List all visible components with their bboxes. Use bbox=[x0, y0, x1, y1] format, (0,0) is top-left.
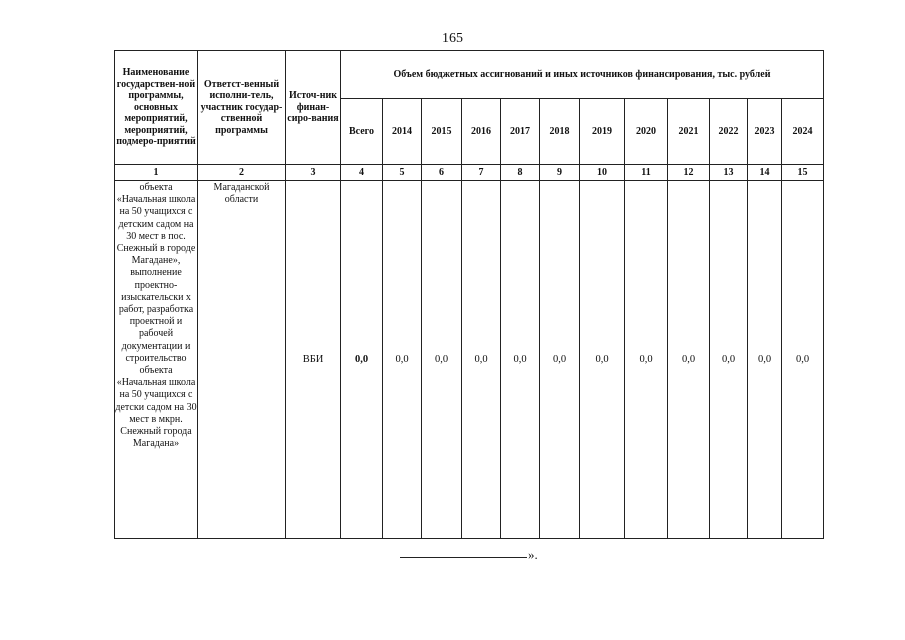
signature-line bbox=[400, 557, 527, 558]
header-year: 2024 bbox=[782, 99, 824, 165]
column-number: 8 bbox=[501, 165, 540, 181]
year-value-cell: 0,0 bbox=[625, 181, 668, 539]
page-number: 165 bbox=[442, 31, 463, 46]
year-value-cell: 0,0 bbox=[782, 181, 824, 539]
program-name-cell: объекта «Начальная школа на 50 учащихся с детским садом на 30 мест в пос. Снежный в городе Магадане», выполнение проектно-изыскательски х работ, разработка проектной и рабочей документации и строительство объекта «Начальная школа на 50 учащихся с детски садом на 30 мест в мкрн. Снежный города Магадана» bbox=[115, 181, 198, 539]
column-number: 10 bbox=[580, 165, 625, 181]
header-year: 2019 bbox=[580, 99, 625, 165]
column-number: 2 bbox=[198, 165, 286, 181]
year-value-cell: 0,0 bbox=[710, 181, 748, 539]
column-number: 15 bbox=[782, 165, 824, 181]
header-responsible: Ответст-венный исполни-тель, участник государ-ственной программы bbox=[198, 51, 286, 165]
budget-table bbox=[114, 50, 824, 539]
year-value-cell: 0,0 bbox=[462, 181, 501, 539]
column-number: 12 bbox=[668, 165, 710, 181]
header-program: Наименование государствен-ной программы, основных мероприятий, мероприятий, подмеро-приятий bbox=[115, 51, 198, 165]
column-number: 1 bbox=[115, 165, 198, 181]
total-cell: 0,0 bbox=[341, 181, 383, 539]
year-value-cell: 0,0 bbox=[668, 181, 710, 539]
header-budget-group: Объем бюджетных ассигнований и иных источников финансирования, тыс. рублей bbox=[341, 51, 824, 99]
header-total: Всего bbox=[341, 99, 383, 165]
header-year: 2015 bbox=[422, 99, 462, 165]
column-number: 3 bbox=[286, 165, 341, 181]
column-number: 7 bbox=[462, 165, 501, 181]
funding-source-cell: ВБИ bbox=[286, 181, 341, 539]
header-year: 2020 bbox=[625, 99, 668, 165]
column-number: 6 bbox=[422, 165, 462, 181]
header-year: 2017 bbox=[501, 99, 540, 165]
header-year: 2014 bbox=[383, 99, 422, 165]
column-number: 11 bbox=[625, 165, 668, 181]
responsible-cell: Магаданской области bbox=[198, 181, 286, 539]
header-year: 2016 bbox=[462, 99, 501, 165]
column-number: 5 bbox=[383, 165, 422, 181]
column-number: 9 bbox=[540, 165, 580, 181]
column-number: 4 bbox=[341, 165, 383, 181]
column-number: 14 bbox=[748, 165, 782, 181]
year-value-cell: 0,0 bbox=[501, 181, 540, 539]
year-value-cell: 0,0 bbox=[540, 181, 580, 539]
closing-mark: ». bbox=[528, 547, 538, 562]
header-year: 2018 bbox=[540, 99, 580, 165]
column-number: 13 bbox=[710, 165, 748, 181]
header-year: 2021 bbox=[668, 99, 710, 165]
header-year: 2023 bbox=[748, 99, 782, 165]
header-source: Источ-ник финан-сиро-вания bbox=[286, 51, 341, 165]
year-value-cell: 0,0 bbox=[422, 181, 462, 539]
header-year: 2022 bbox=[710, 99, 748, 165]
year-value-cell: 0,0 bbox=[383, 181, 422, 539]
year-value-cell: 0,0 bbox=[580, 181, 625, 539]
year-value-cell: 0,0 bbox=[748, 181, 782, 539]
